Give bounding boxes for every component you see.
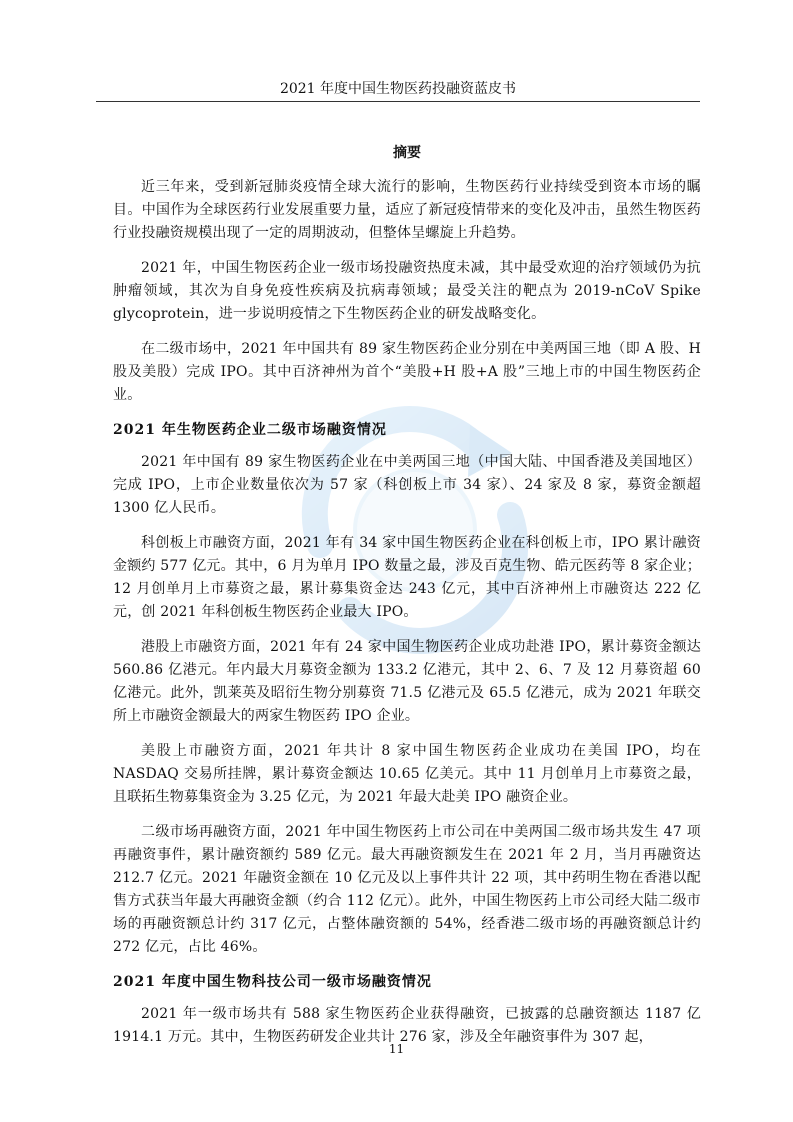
body-paragraph: 2021 年一级市场共有 588 家生物医药企业获得融资，已披露的总融资额达 1187 亿 1914.1 万元。其中，生物医药研发企业共计 276 家，涉及全年融资事件为 307 起， [113,1006,701,1045]
body-paragraph: 港股上市融资方面，2021 年有 24 家中国生物医药企业成功赴港 IPO，累计募资金额达 560.86 亿港元。年内最大月募资金额为 133.2 亿港元，其中 2、6、7 及 12 月募资超 60 亿港元。此外，凯莱英及昭衍生物分别募资 71.5 亿港元及 65.5 亿港元，成为 2021 年联交所上市融资金额最大的两家生物医药 IPO 企业。 [113,639,701,724]
abstract-heading: 摘要 [393,145,421,161]
header-divider [96,101,700,102]
abstract-paragraph: 在二级市场中，2021 年中国共有 89 家生物医药企业分别在中美两国三地（即 A 股、H 股及美股）完成 IPO。其中百济神州为首个“美股+H 股+A 股”三地上市的中国生物医药企业。 [113,341,701,403]
section-title-secondary-market: 2021 年生物医药企业二级市场融资情况 [113,422,387,438]
body-paragraph: 科创板上市融资方面，2021 年有 34 家中国生物医药企业在科创板上市，IPO 累计融资金额约 577 亿元。其中，6 月为单月 IPO 数量之最，涉及百克生物、皓元医药等 8 家企业；12 月创单月上市募资之最，累计募集资金达 243 亿元，其中百济神州上市融资达 222 亿元，创 2021 年科创板生物医药企业最大 IPO。 [113,535,701,620]
section-title-primary-market: 2021 年度中国生物科技公司一级市场融资情况 [113,974,432,990]
abstract-paragraph: 2021 年，中国生物医药企业一级市场投融资热度未减，其中最受欢迎的治疗领域仍为抗肿瘤领域，其次为自身免疫性疾病及抗病毒领域；最受关注的靶点为 2019-nCoV Spike glycoprotein，进一步说明疫情之下生物医药企业的研发战略变化。 [113,260,701,322]
body-paragraph: 二级市场再融资方面，2021 年中国生物医药上市公司在中美两国二级市场共发生 47 项再融资事件，累计融资额约 589 亿元。最大再融资额发生在 2021 年 2 月，当月再融资达 212.7 亿元。2021 年融资金额在 10 亿元及以上事件共计 22 项，其中药明生物在香港以配售方式获当年最大再融资金额（约合 112 亿元）。此外，中国生物医药上市公司经大陆二级市场的再融资额总计约 317 亿元，占整体融资额的 54%，经香港二级市场的再融资额总计约 272 亿元，占比 46%。 [113,824,701,955]
running-header: 2021 年度中国生物医药投融资蓝皮书 [279,81,517,97]
body-paragraph: 2021 年中国有 89 家生物医药企业在中美两国三地（中国大陆、中国香港及美国地区）完成 IPO，上市企业数量依次为 57 家（科创板上市 34 家）、24 家及 8 家，募资金额超 1300 亿人民币。 [113,454,701,516]
abstract-paragraph: 近三年来，受到新冠肺炎疫情全球大流行的影响，生物医药行业持续受到资本市场的瞩目。中国作为全球医药行业发展重要力量，适应了新冠疫情带来的变化及冲击，虽然生物医药行业投融资规模出现了一定的周期波动，但整体呈螺旋上升趋势。 [113,179,701,241]
page-body [113,142,701,1061]
body-paragraph: 美股上市融资方面，2021 年共计 8 家中国生物医药企业成功在美国 IPO，均在 NASDAQ 交易所挂牌，累计募资金额达 10.65 亿美元。其中 11 月创单月上市募资之最，且联拓生物募集资金为 3.25 亿元，为 2021 年最大赴美 IPO 融资企业。 [113,743,701,805]
page-number: 11 [388,1042,405,1056]
